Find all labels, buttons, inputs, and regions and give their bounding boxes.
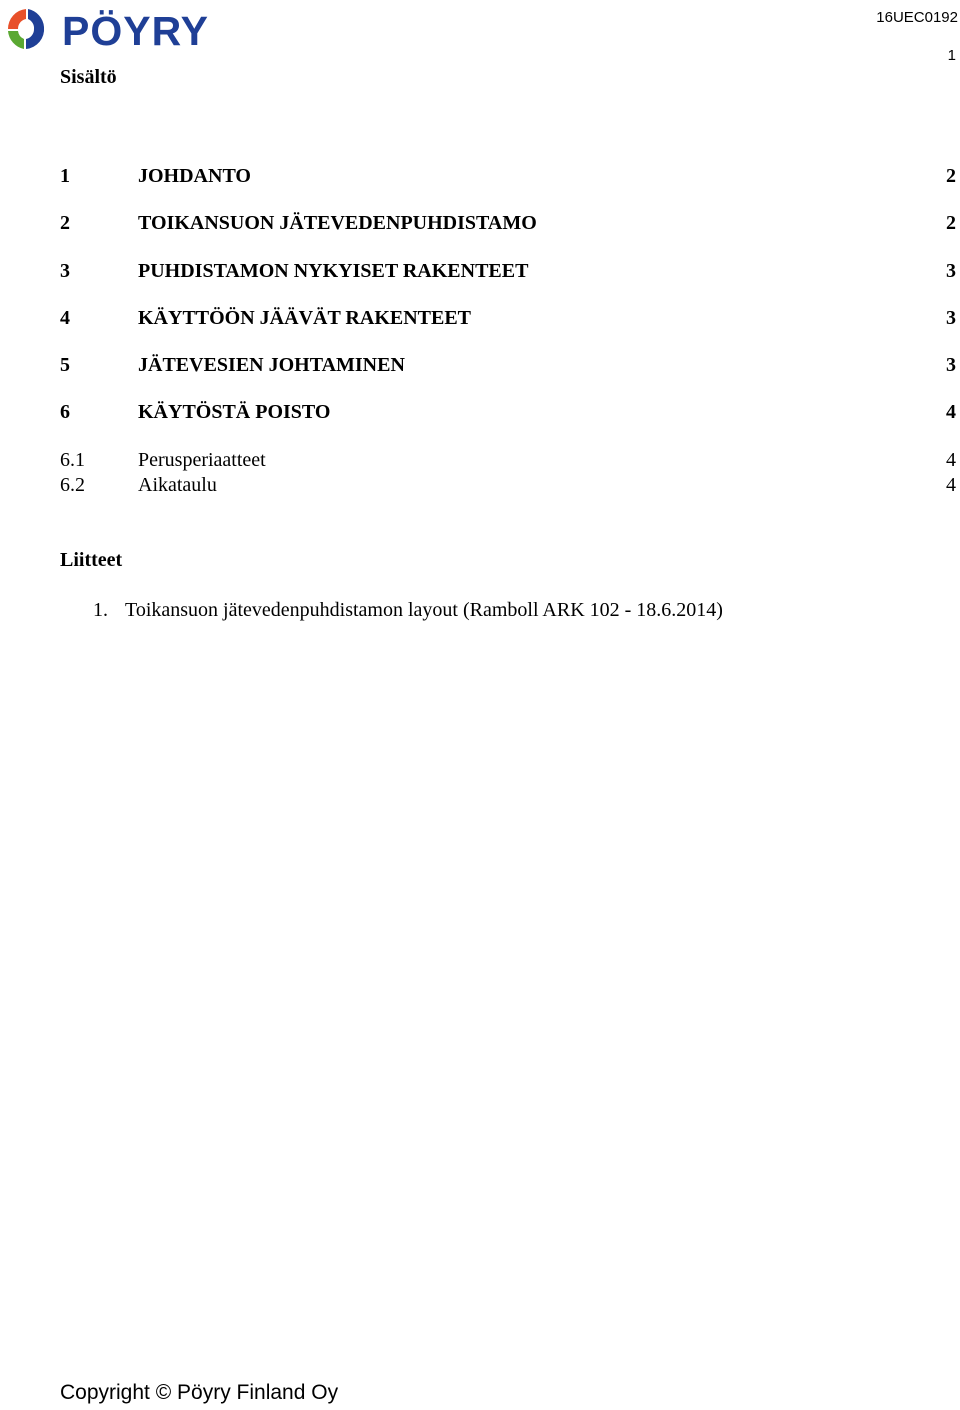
toc-entry-title: KÄYTÖSTÄ POISTO [138,401,331,423]
toc-entry-page: 4 [946,474,956,496]
toc-entry-number: 5 [60,354,70,376]
toc-entry-number: 4 [60,307,70,329]
toc-entry-page: 2 [946,165,956,187]
toc-subentry[interactable] [60,447,956,473]
toc-heading: Sisältö [60,66,117,88]
poyry-logo-text: PÖYRY [62,8,210,53]
toc-entry-title: Aikataulu [138,474,217,496]
document-id: 16UEC0192 [876,9,958,26]
toc-entry-page: 3 [946,307,956,329]
toc-entry-title: KÄYTTÖÖN JÄÄVÄT RAKENTEET [138,307,472,329]
toc-entry[interactable] [60,163,956,189]
toc-entry[interactable] [60,258,956,284]
toc-entry-page: 3 [946,260,956,282]
toc-entry-title: JOHDANTO [138,165,251,187]
attachment-number: 1. [93,599,108,621]
copyright-footer: Copyright © Pöyry Finland Oy [60,1381,339,1404]
toc-entry-title: TOIKANSUON JÄTEVEDENPUHDISTAMO [138,212,537,234]
attachments-heading: Liitteet [60,549,123,571]
attachment-text: Toikansuon jätevedenpuhdistamon layout (Ramboll ARK 102 - 18.6.2014) [125,599,723,621]
attachment-item [93,597,723,623]
poyry-logo [4,5,244,53]
toc-entry-number: 6.1 [60,449,85,471]
toc-entry-title: JÄTEVESIEN JOHTAMINEN [138,354,405,376]
toc-subentry[interactable] [60,472,956,498]
toc-entry-number: 6.2 [60,474,85,496]
toc-entry-number: 3 [60,260,70,282]
toc-entry-page: 2 [946,212,956,234]
toc-entry[interactable] [60,352,956,378]
toc-entry-page: 4 [946,401,956,423]
toc-entry-number: 1 [60,165,70,187]
poyry-logo-mark [8,9,44,49]
toc-entry[interactable] [60,210,956,236]
toc-entry-title: Perusperiaatteet [138,449,266,471]
toc-entry-page: 3 [946,354,956,376]
toc-entry-title: PUHDISTAMON NYKYISET RAKENTEET [138,260,529,282]
page-number: 1 [947,47,956,64]
toc-entry-number: 2 [60,212,70,234]
toc-entry-number: 6 [60,401,70,423]
toc-entry-page: 4 [946,449,956,471]
toc-entry[interactable] [60,399,956,425]
toc-entry[interactable] [60,305,956,331]
